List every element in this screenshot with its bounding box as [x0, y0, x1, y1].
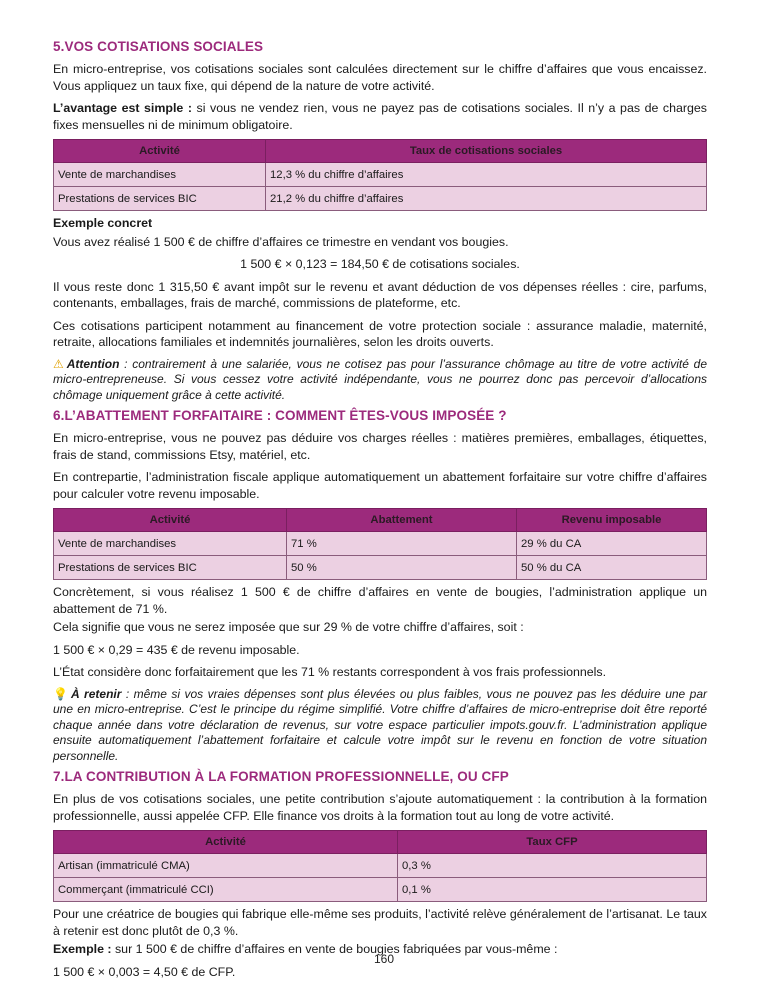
paragraph: En micro-entreprise, vos cotisations sociales sont calculées directement sur le chiffre d’affaires que vous encaissez. Vous appliquez un taux fixe, qui dépend de la nature de votre activité. [53, 62, 707, 93]
paragraph: L’État considère donc forfaitairement que les 71 % restants correspondent à vos frais professionnels. [53, 665, 607, 679]
paragraph: Vous avez réalisé 1 500 € de chiffre d’affaires ce trimestre en vendant vos bougies. [53, 234, 509, 249]
formula: 1 500 € × 0,003 = 4,50 € de CFP. [53, 964, 236, 979]
section-7-heading: 7.LA CONTRIBUTION À LA FORMATION PROFESSIONNELLE, OU CFP [53, 769, 509, 784]
paragraph: En contrepartie, l’administration fiscale applique automatiquement un abattement forfaitaire sur votre chiffre d’affaires pour calculer votre revenu imposable. [53, 470, 707, 501]
note-lead: Attention [66, 356, 120, 371]
table-cell: Prestations de services BIC [54, 187, 266, 211]
table-row [54, 532, 707, 556]
table-cell: 50 % du CA [517, 556, 707, 580]
cfp-table [53, 830, 707, 902]
table-header: Activité [54, 509, 287, 532]
document-page [53, 38, 707, 986]
table-row [54, 878, 707, 902]
section-5-heading: 5.VOS COTISATIONS SOCIALES [53, 39, 264, 54]
paragraph: Cela signifie que vous ne serez imposée que sur 29 % de votre chiffre d’affaires, soit : [53, 620, 524, 634]
cotisations-table [53, 139, 707, 211]
paragraph: Ces cotisations participent notamment au financement de votre protection sociale : assurance maladie, maternité, retraite, allocations familiales et indemnités journalières, selon les droits ouverts. [53, 318, 707, 349]
paragraph: En plus de vos cotisations sociales, une petite contribution s’ajoute automatiquement : la contribution à la formation professionnelle, aussi appelée CFP. Elle finance vos droits à la formation tout au long de votre activité. [53, 792, 707, 823]
table-row [54, 556, 707, 580]
table-cell: 21,2 % du chiffre d’affaires [266, 187, 707, 211]
table-header: Activité [54, 831, 398, 854]
table-header: Taux de cotisations sociales [266, 140, 707, 163]
section-6-heading: 6.L’ABATTEMENT FORFAITAIRE : COMMENT ÊTES-VOUS IMPOSÉE ? [53, 408, 507, 423]
table-header: Activité [54, 140, 266, 163]
table-row [54, 187, 707, 211]
table-header-row [54, 509, 707, 532]
note-text: : même si vos vraies dépenses sont plus élevées ou plus faibles, vous ne pouvez pas les déduire une par une en micro-entreprise. C’est le principe du régime simplifié. Votre chiffre d’affaires de micro-entreprise doit être reporté chaque année dans votre déclaration de revenus, sur votre espace particulier impots.gouv.fr. L’administration applique ensuite automatiquement l’abattement forfaitaire et calcule votre impôt sur le revenu en fonction de votre situation personnelle. [53, 686, 707, 763]
paragraph: Pour une créatrice de bougies qui fabrique elle-même ses produits, l’activité relève généralement de l’artisanat. Le taux à retenir est donc plutôt de 0,3 %. [53, 907, 707, 938]
page-number: 160 [373, 952, 395, 966]
attention-note [53, 357, 707, 404]
abattement-table [53, 508, 707, 580]
table-header-row [54, 831, 707, 854]
table-cell: Prestations de services BIC [54, 556, 287, 580]
formula: 1 500 € × 0,29 = 435 € de revenu imposable. [53, 642, 300, 657]
table-header: Taux CFP [398, 831, 707, 854]
warning-icon: ⚠ [53, 356, 64, 371]
table-header: Revenu imposable [517, 509, 707, 532]
table-header-row [54, 140, 707, 163]
note-lead: À retenir [70, 686, 122, 701]
paragraph: Il vous reste donc 1 315,50 € avant impôt sur le revenu et avant déduction de vos dépenses réelles : cire, parfums, contenants, emballages, frais de marché, commissions de plateforme, etc. [53, 279, 707, 310]
table-cell: 0,1 % [398, 878, 707, 902]
table-cell: Commerçant (immatriculé CCI) [54, 878, 398, 902]
paragraph: Concrètement, si vous réalisez 1 500 € de chiffre d’affaires en vente de bougies, l’administration applique un abattement de 71 %. [53, 585, 707, 616]
table-header: Abattement [287, 509, 517, 532]
body-text: si vous ne vendez rien, vous ne payez pas de cotisations sociales. Il n’y a pas de charges fixes mensuelles ni de minimum obligatoire. [53, 101, 707, 132]
table-row [54, 854, 707, 878]
formula: 1 500 € × 0,123 = 184,50 € de cotisations sociales. [240, 257, 520, 271]
lead-text: L’avantage est simple : [53, 101, 192, 115]
table-row [54, 163, 707, 187]
example-title: Exemple concret [53, 216, 153, 230]
table-cell: Artisan (immatriculé CMA) [54, 854, 398, 878]
table-cell: Vente de marchandises [54, 163, 266, 187]
body-text: sur 1 500 € de chiffre d’affaires en vente de bougies fabriquées par vous-même : [111, 942, 558, 956]
table-cell: 50 % [287, 556, 517, 580]
table-cell: 0,3 % [398, 854, 707, 878]
paragraph: En micro-entreprise, vous ne pouvez pas déduire vos charges réelles : matières premières, emballages, étiquettes, frais de stand, commissions Etsy, matériel, etc. [53, 431, 707, 462]
note-text: : contrairement à une salariée, vous ne cotisez pas pour l’assurance chômage au titre de votre activité de micro-entrepreneuse. Si vous cessez votre activité indépendante, vous ne pourrez donc pas percevoir d’allocations chômage uniquement grâce à cette activité. [53, 356, 707, 402]
table-cell: 12,3 % du chiffre d’affaires [266, 163, 707, 187]
paragraph [53, 100, 707, 133]
lightbulb-icon: 💡 [53, 686, 68, 701]
table-cell: 29 % du CA [517, 532, 707, 556]
retenir-note [53, 687, 707, 765]
table-cell: Vente de marchandises [54, 532, 287, 556]
lead-text: Exemple : [53, 942, 112, 956]
table-cell: 71 % [287, 532, 517, 556]
